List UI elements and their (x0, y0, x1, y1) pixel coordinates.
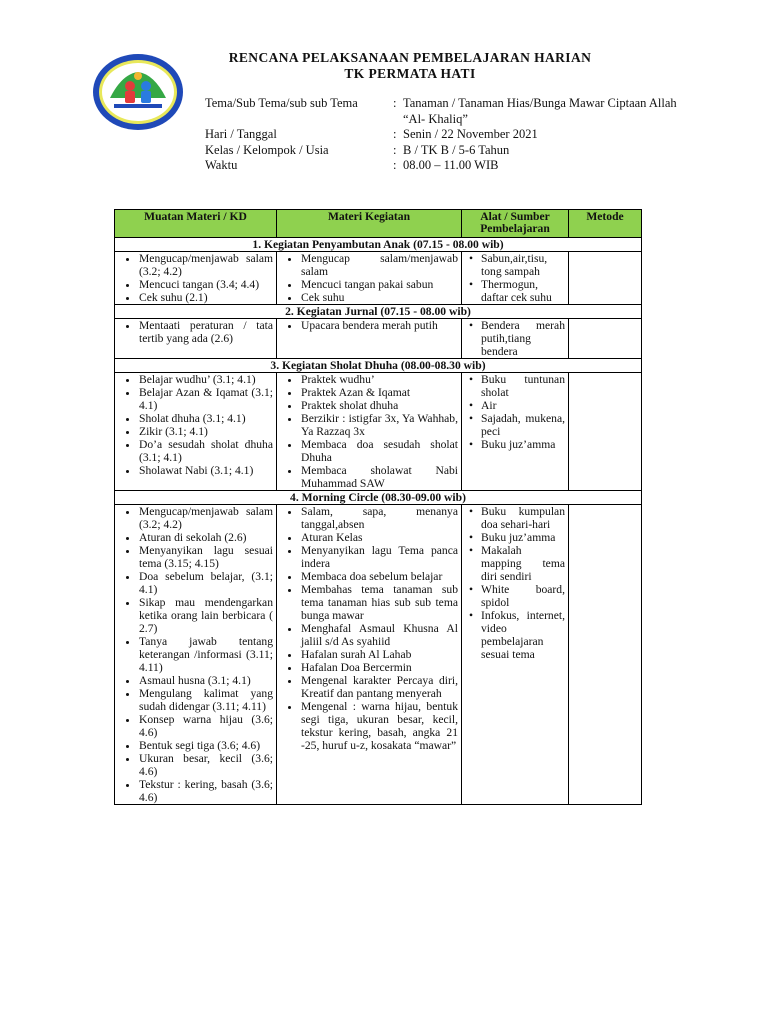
list-item: • Mengucap salam/menjawab salam (301, 252, 458, 278)
kegiatan-cell (277, 505, 462, 805)
list-item: • Praktek sholat dhuha (301, 399, 458, 412)
list-item: • Buku tuntunan sholat (481, 373, 565, 399)
kd-cell (115, 252, 277, 305)
info-colon: : (393, 142, 397, 157)
list-item: • Membaca doa sebelum belajar (301, 570, 458, 583)
info-label: Hari / Tanggal (205, 127, 277, 141)
list-item: • Zikir (3.1; 4.1) (139, 425, 273, 438)
list-item: • Sikap mau mendengarkan ketika orang lain berbicara ( 2.7) (139, 596, 273, 635)
list-item: • Tanya jawab tentang keterangan /informasi (3.11; 4.11) (139, 635, 273, 674)
info-row-waktu (205, 158, 693, 174)
bullet-list (118, 252, 273, 304)
list-item: • Menyanyikan lagu Tema panca indera (301, 544, 458, 570)
info-value: Senin / 22 November 2021 (403, 127, 538, 141)
school-logo (92, 52, 184, 132)
list-item: • Air (481, 399, 565, 412)
list-item: • Aturan di sekolah (2.6) (139, 531, 273, 544)
alat-cell (462, 252, 569, 305)
header-metode: Metode (569, 210, 642, 238)
list-item: • Belajar Azan & Iqamat (3.1; 4.1) (139, 386, 273, 412)
section-title-row (115, 359, 642, 373)
list-item: • Salam, sapa, menanya tanggal,absen (301, 505, 458, 531)
metode-cell (569, 505, 642, 805)
bullet-list (280, 373, 458, 490)
kegiatan-cell (277, 319, 462, 359)
list-item: • Sabun,air,tisu, tong sampah (481, 252, 565, 278)
list-item: • Mengulang kalimat yang sudah didengar (3.11; 4.11) (139, 687, 273, 713)
info-value: Tanaman / Tanaman Hias/Bunga Mawar Ciptaan Allah “Al- Khaliq” (403, 96, 677, 126)
list-item: • Konsep warna hijau (3.6; 4.6) (139, 713, 273, 739)
header-kegiatan: Materi Kegiatan (277, 210, 462, 238)
info-label: Tema/Sub Tema/sub sub Tema (205, 96, 358, 110)
info-value: B / TK B / 5-6 Tahun (403, 142, 510, 157)
list-item: • Aturan Kelas (301, 531, 458, 544)
list-item: • Sholawat Nabi (3.1; 4.1) (139, 464, 273, 477)
section-title: 1. Kegiatan Penyambutan Anak (07.15 - 08.00 wib) (115, 238, 642, 252)
list-item: • Infokus, internet, video pembelajaran sesuai tema (481, 609, 565, 661)
list-item: • Upacara bendera merah putih (301, 319, 458, 332)
table-row (115, 252, 642, 305)
bullet-list (280, 505, 458, 752)
list-item: • Mengenal karakter Percaya diri, Kreatif dan pantang menyerah (301, 674, 458, 700)
list-item: • Menyanyikan lagu sesuai tema (3.15; 4.15) (139, 544, 273, 570)
list-item: • Hafalan surah Al Lahab (301, 648, 458, 661)
bullet-list (280, 319, 458, 332)
list-item: • Doa sebelum belajar, (3.1; 4.1) (139, 570, 273, 596)
section-title: 3. Kegiatan Sholat Dhuha (08.00-08.30 wib) (115, 359, 642, 373)
metode-cell (569, 319, 642, 359)
section-title-row (115, 305, 642, 319)
list-item: • Buku juz’amma (481, 438, 565, 451)
alat-cell (462, 319, 569, 359)
info-row-hari (205, 127, 693, 143)
list-item: • Sajadah, mukena, peci (481, 412, 565, 438)
table-row (115, 373, 642, 491)
list-item: • Berzikir : istigfar 3x, Ya Wahhab, Ya Razzaq 3x (301, 412, 458, 438)
info-label: Kelas / Kelompok / Usia (205, 142, 329, 157)
kd-cell (115, 505, 277, 805)
info-colon: : (393, 96, 397, 110)
list-item: • Cek suhu (2.1) (139, 291, 273, 304)
list-item: • Buku kumpulan doa sehari-hari (481, 505, 565, 531)
lesson-plan-table (114, 209, 642, 805)
document-title: RENCANA PELAKSANAAN PEMBELAJARAN HARIAN (228, 50, 592, 65)
info-row-kelas (205, 143, 693, 159)
table-header-row (115, 210, 642, 238)
list-item: • Mentaati peraturan / tata tertib yang ada (2.6) (139, 319, 273, 345)
alat-cell (462, 373, 569, 491)
list-item: • Membaca doa sesudah sholat Dhuha (301, 438, 458, 464)
bullet-list (465, 373, 565, 451)
list-item: • Belajar wudhu’ (3.1; 4.1) (139, 373, 273, 386)
list-item: • Asmaul husna (3.1; 4.1) (139, 674, 273, 687)
list-item: • Makalah mapping tema diri sendiri (481, 544, 565, 583)
list-item: • Mencuci tangan pakai sabun (301, 278, 458, 291)
info-value: 08.00 – 11.00 WIB (403, 158, 499, 172)
section-title-row (115, 238, 642, 252)
list-item: • Membaca sholawat Nabi Muhammad SAW (301, 464, 458, 490)
kd-cell (115, 373, 277, 491)
list-item: • Mengucap/menjawab salam (3.2; 4.2) (139, 505, 273, 531)
list-item: • Mengenal : warna hijau, bentuk segi tiga, ukuran besar, kecil, tekstur kering, basah, angka 21 -25, huruf u-z, kosakata “mawar” (301, 700, 458, 752)
section-title: 4. Morning Circle (08.30-09.00 wib) (115, 491, 642, 505)
metode-cell (569, 252, 642, 305)
list-item: • Tekstur : kering, basah (3.6; 4.6) (139, 778, 273, 804)
school-name: TK PERMATA HATI (344, 66, 476, 81)
list-item: • Ukuran besar, kecil (3.6; 4.6) (139, 752, 273, 778)
list-item: • Mencuci tangan (3.4; 4.4) (139, 278, 273, 291)
kd-cell (115, 319, 277, 359)
list-item: • Praktek Azan & Iqamat (301, 386, 458, 399)
alat-cell (462, 505, 569, 805)
kegiatan-cell (277, 252, 462, 305)
info-row-tema (205, 96, 693, 127)
list-item: • Bentuk segi tiga (3.6; 4.6) (139, 739, 273, 752)
list-item: • White board, spidol (481, 583, 565, 609)
list-item: • Sholat dhuha (3.1; 4.1) (139, 412, 273, 425)
list-item: • Hafalan Doa Bercermin (301, 661, 458, 674)
bullet-list (465, 319, 565, 358)
info-block (205, 96, 693, 174)
header-muatan: Muatan Materi / KD (115, 210, 277, 238)
list-item: • Membahas tema tanaman sub tema tanaman hias sub sub tema bunga mawar (301, 583, 458, 622)
bullet-list (465, 252, 565, 304)
info-colon: : (393, 158, 397, 172)
list-item: • Menghafal Asmaul Khusna Al jaliil s/d As syahiid (301, 622, 458, 648)
info-label: Waktu (205, 158, 238, 172)
header-alat: Alat / Sumber Pembelajaran (462, 210, 569, 238)
info-colon: : (393, 127, 397, 141)
list-item: • Cek suhu (301, 291, 458, 304)
list-item: • Buku juz’amma (481, 531, 565, 544)
list-item: • Bendera merah putih,tiang bendera (481, 319, 565, 358)
section-title-row (115, 491, 642, 505)
list-item: • Thermogun, daftar cek suhu (481, 278, 565, 304)
bullet-list (118, 373, 273, 477)
metode-cell (569, 373, 642, 491)
list-item: • Praktek wudhu’ (301, 373, 458, 386)
list-item: • Do’a sesudah sholat dhuha (3.1; 4.1) (139, 438, 273, 464)
table-row (115, 505, 642, 805)
section-title: 2. Kegiatan Jurnal (07.15 - 08.00 wib) (115, 305, 642, 319)
bullet-list (465, 505, 565, 661)
bullet-list (280, 252, 458, 304)
bullet-list (118, 505, 273, 804)
table-row (115, 319, 642, 359)
kegiatan-cell (277, 373, 462, 491)
bullet-list (118, 319, 273, 345)
list-item: • Mengucap/menjawab salam (3.2; 4.2) (139, 252, 273, 278)
